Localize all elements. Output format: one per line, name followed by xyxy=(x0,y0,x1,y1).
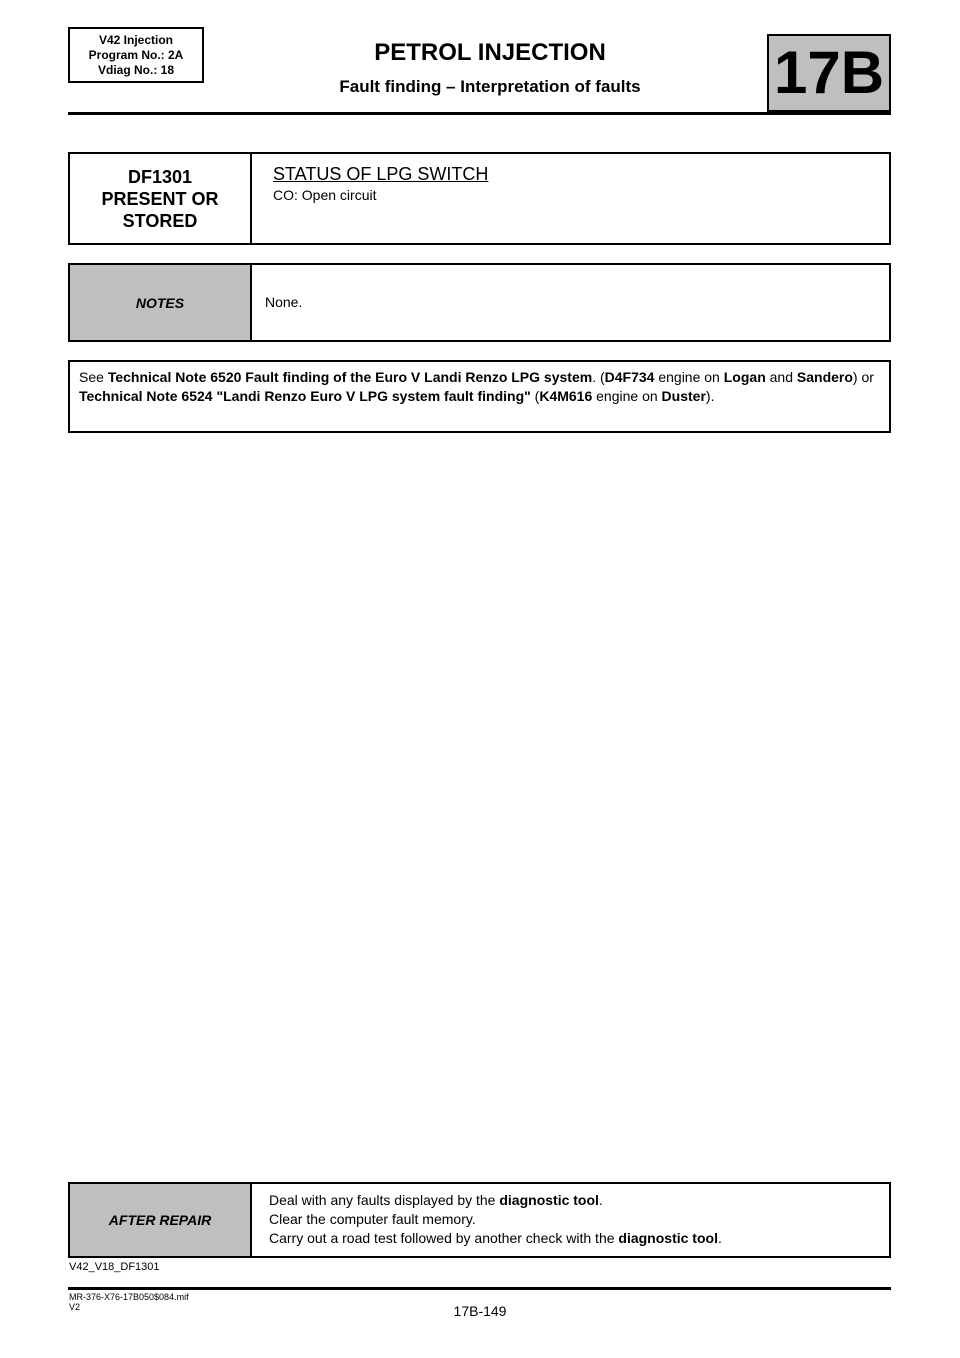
tech-note-6524-ref: Technical Note 6524 "Landi Renzo Euro V LPG system fault finding" xyxy=(79,388,531,404)
fault-code: DF1301 xyxy=(127,166,193,187)
reference-text: See Technical Note 6520 Fault finding of the Euro V Landi Renzo LPG system. (D4F734 engine on Logan and Sandero) or Technical Note 6524 "Landi Renzo Euro V LPG system fault finding" (K4M616 engine on Duster). xyxy=(79,369,874,404)
page-subtitle: Fault finding – Interpretation of faults xyxy=(339,77,641,96)
after-repair-line-1: Deal with any faults displayed by the diagnostic tool. xyxy=(269,1192,603,1208)
fault-status-line-2: STORED xyxy=(122,210,198,231)
notes-label: NOTES xyxy=(70,265,252,340)
vehicle-info-box xyxy=(68,27,204,83)
vehicle-sandero: Sandero xyxy=(796,369,853,385)
vehicle-info-line-3: Vdiag No.: 18 xyxy=(97,62,174,77)
after-repair-line-3: Carry out a road test followed by another check with the diagnostic tool. xyxy=(269,1230,722,1246)
fault-title: STATUS OF LPG SWITCH xyxy=(273,164,489,184)
after-repair-box xyxy=(68,1182,891,1258)
vehicle-logan: Logan xyxy=(723,369,766,385)
vehicle-info-line-2: Program No.: 2A xyxy=(88,47,184,62)
fault-code-cell xyxy=(70,154,252,243)
engine-k4m616: K4M616 xyxy=(539,388,593,404)
fault-status-line-1: PRESENT OR xyxy=(101,188,219,209)
after-repair-line-2: Clear the computer fault memory. xyxy=(269,1211,476,1227)
reference-box xyxy=(68,360,891,433)
after-repair-instructions xyxy=(252,1184,889,1256)
tech-note-6520-ref: Technical Note 6520 Fault finding of the Euro V Landi Renzo LPG system xyxy=(107,369,593,385)
vehicle-info-line-1: V42 Injection xyxy=(98,32,174,47)
after-repair-label: AFTER REPAIR xyxy=(70,1184,252,1256)
footer-divider xyxy=(68,1287,891,1290)
notes-box xyxy=(68,263,891,342)
footer-file-name: MR-376-X76-17B050$084.mif xyxy=(69,1292,189,1302)
engine-d4f734: D4F734 xyxy=(604,369,655,385)
notes-text: None. xyxy=(265,294,303,310)
fault-description-cell xyxy=(252,154,889,243)
section-badge: 17B xyxy=(767,34,891,112)
footer-reference: V42_V18_DF1301 xyxy=(69,1261,160,1273)
page-title: PETROL INJECTION xyxy=(374,39,606,66)
header-divider xyxy=(68,112,891,115)
footer-version: V2 xyxy=(69,1302,81,1312)
fault-box xyxy=(68,152,891,245)
page-number: 17B-149 xyxy=(453,1303,507,1319)
vehicle-duster: Duster xyxy=(661,388,706,404)
fault-subtitle: CO: Open circuit xyxy=(273,187,377,203)
